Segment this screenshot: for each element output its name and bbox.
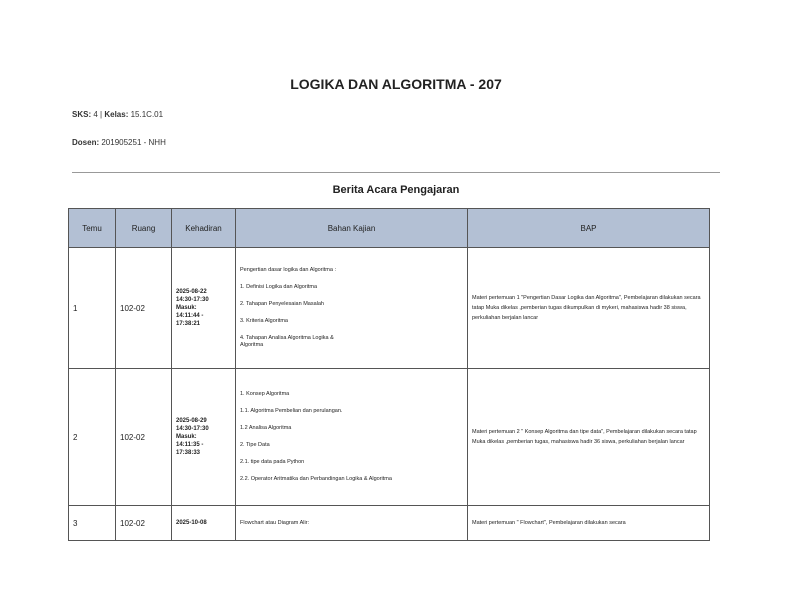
header-kehadiran: Kehadiran — [172, 209, 236, 248]
kelas-label: Kelas: — [104, 110, 129, 119]
dosen-label: Dosen: — [72, 138, 100, 147]
page-title: LOGIKA DAN ALGORITMA - 207 — [290, 76, 502, 92]
kajian-line: 2. Tahapan Penyelesaian Masalah — [240, 301, 324, 307]
kajian-line: Flowchart atau Diagram Alir: — [240, 519, 310, 526]
cell-ruang: 102-02 — [116, 506, 172, 541]
table-row — [69, 506, 710, 541]
cell-bahan-kajian — [236, 248, 468, 369]
cell-bap: Materi pertemuan 1 "Pengertian Dasar Logika dan Algoritma", Pembelajaran dilakukan secara tatap Muka dikelas ,pemberian tugas dikumpulkan di mykeri, mahasiswa hadir 38 siswa, perkuliahan berjalan lancar — [468, 248, 710, 369]
kelas-value: 15.1C.01 — [130, 110, 164, 119]
cell-temu: 1 — [69, 248, 116, 369]
kajian-line: 1. Konsep Algoritma — [240, 391, 290, 397]
dosen-value: 201905251 - NHH — [101, 138, 166, 147]
table-row — [69, 248, 710, 369]
header-ruang: Ruang — [116, 209, 172, 248]
kehadiran-in: 14:11:44 - — [176, 313, 204, 319]
kehadiran-date: 2025-08-22 — [176, 289, 207, 295]
kehadiran-in: 14:11:35 - — [176, 442, 204, 448]
table-header-row — [69, 209, 710, 248]
cell-bap: Materi pertemuan 2 " Konsep Algoritma dan tipe data", Pembelajaran dilakukan secara tatap Muka dikelas ,pemberian tugas, mahasiswa hadir 36 siswa, perkuliahan berjalan lancar — [468, 369, 710, 506]
kajian-line: 4. Tahapan Analisa Algoritma Logika & Algoritma — [240, 335, 334, 348]
kehadiran-time: 14:30-17:30 — [176, 426, 209, 432]
header-bap: BAP — [468, 209, 710, 248]
cell-bap: Materi pertemuan " Flowchart", Pembelajaran dilakukan secara — [468, 506, 710, 541]
cell-temu: 3 — [69, 506, 116, 541]
header-bahan-kajian: Bahan Kajian — [236, 209, 468, 248]
kehadiran-out: 17:38:21 — [176, 321, 201, 327]
section-title: Berita Acara Pengajaran — [332, 184, 460, 196]
kehadiran-time: 14:30-17:30 — [176, 297, 209, 303]
sks-kelas-line — [72, 110, 163, 119]
kajian-line: 2. Tipe Data — [240, 442, 270, 448]
cell-temu: 2 — [69, 369, 116, 506]
cell-bahan-kajian — [236, 369, 468, 506]
cell-bahan-kajian — [236, 506, 468, 541]
kehadiran-masuk-label: Masuk: — [176, 434, 197, 440]
cell-kehadiran — [172, 369, 236, 506]
kajian-line: 2.1. tipe data pada Python — [240, 459, 305, 465]
bap-table — [68, 208, 710, 541]
kehadiran-out: 17:38:33 — [176, 450, 201, 456]
sks-value: 4 — [93, 110, 98, 119]
kajian-line: 3. Kriteria Algoritma — [240, 318, 288, 324]
kajian-line: 1.1. Algoritma Pembelian dan perulangan. — [240, 408, 343, 414]
header-temu: Temu — [69, 209, 116, 248]
kajian-line: 1.2 Analisa Algoritma — [240, 425, 292, 431]
cell-kehadiran — [172, 248, 236, 369]
kehadiran-date: 2025-10-08 — [176, 520, 207, 526]
separator: | — [100, 110, 103, 119]
kajian-line: Pengertian dasar logika dan Algoritma : — [240, 267, 337, 273]
cell-ruang: 102-02 — [116, 248, 172, 369]
sks-label: SKS: — [72, 110, 92, 119]
dosen-line — [72, 138, 166, 147]
table-row — [69, 369, 710, 506]
kehadiran-masuk-label: Masuk: — [176, 305, 197, 311]
divider — [72, 172, 720, 173]
kehadiran-date: 2025-08-29 — [176, 418, 207, 424]
cell-kehadiran — [172, 506, 236, 541]
cell-ruang: 102-02 — [116, 369, 172, 506]
kajian-line: 1. Definisi Logika dan Algoritma — [240, 284, 318, 290]
kajian-line: 2.2. Operator Aritmatika dan Perbandingan Logika & Algoritma — [240, 476, 392, 482]
